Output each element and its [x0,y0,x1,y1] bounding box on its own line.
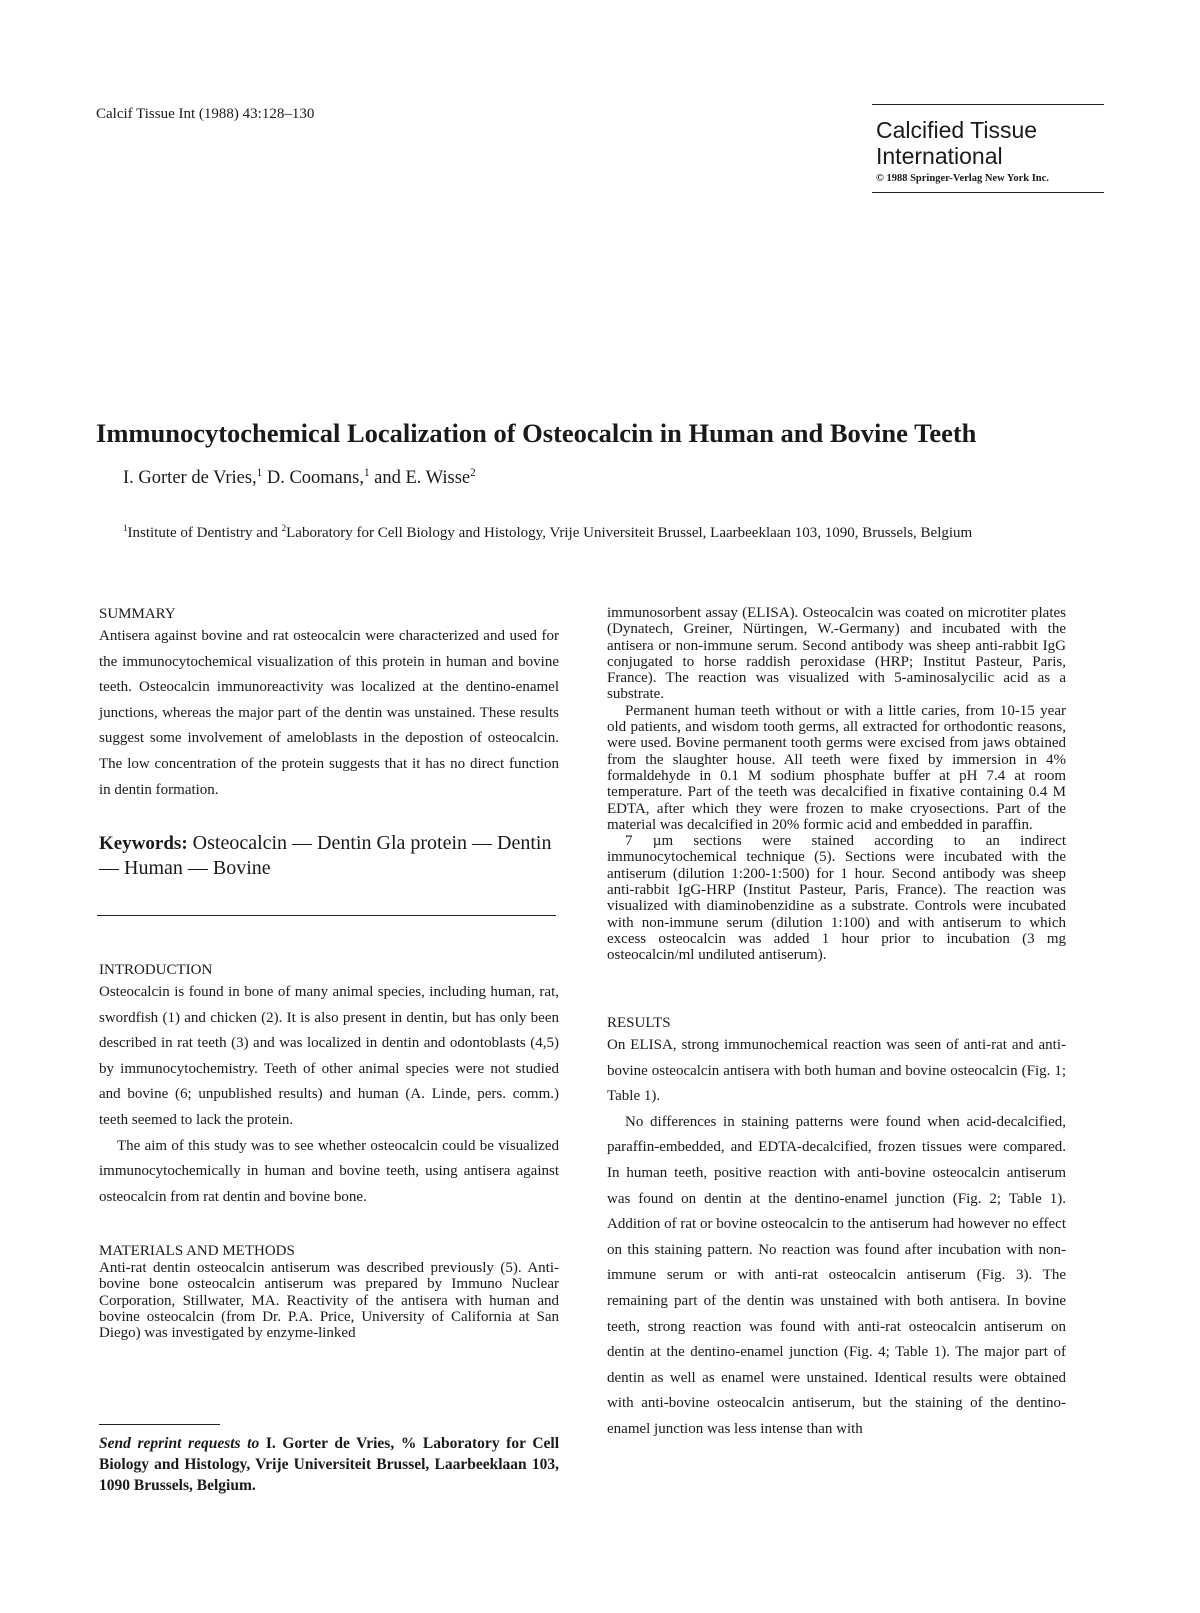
author-sup: 1 [256,467,263,479]
reprint-text: I. Gorter de Vries, % Laboratory for Cell Biology and Histology, Vrije Universiteit Brussel, Laarbeeklaan 103, 1090 Brussels, Belgium. [99,1435,560,1494]
article-title: Immunocytochemical Localization of Osteocalcin in Human and Bovine Teeth [96,418,977,448]
reprint-lead: Send reprint requests to [99,1435,260,1452]
footnote-rule [99,1424,220,1425]
methods-paragraph: immunosorbent assay (ELISA). Osteocalcin was coated on microtiter plates (Dynatech, Greiner, Nürtingen, W.-Germany) and incubated with the antisera or non-immune serum. Second antibody was sheep anti-rabbit IgG conjugated to horse raddish peroxidase (HRP; Institut Pasteur, Paris, France). The reaction was visualized with 5-aminosalycilic acid as a substrate. [607,605,1066,703]
affil-text: Laboratory for Cell Biology and Histology, Vrije Universiteit Brussel, Laarbeeklaan 103, 1090, Brussels, Belgium [286,525,973,541]
author-sup: 1 [363,467,370,479]
authors [123,467,476,489]
methods-paragraph: Anti-rat dentin osteocalcin antiserum was described previously (5). Anti-bovine bone osteocalcin antiserum was prepared by Immuno Nuclear Corporation, Stillwater, MA. Reactivity of the antisera with human and bovine osteocalcin (from Dr. P.A. Price, University of California at San Diego) was investigated by enzyme-linked [99,1260,559,1342]
author-name: D. Coomans, [262,468,364,489]
results-paragraph: No differences in staining patterns were found when acid-decalcified, paraffin-embedded, and EDTA-decalcified, frozen tissues were compared. In human teeth, positive reaction with anti-bovine osteocalcin antiserum was found on dentin at the dentino-enamel junction (Fig. 2; Table 1). Addition of rat or bovine osteocalcin to the antiserum had however no effect on this staining pattern. No reaction was found after incubation with non-immune serum or with anti-rat osteocalcin antiserum (Fig. 3). The remaining part of the dentin was unstained with both antisera. In bovine teeth, strong reaction was found with anti-rat osteocalcin antiserum on dentin at the dentino-enamel junction (Fig. 4; Table 1). The major part of dentin as well as enamel were unstained. Identical results were obtained with anti-bovine osteocalcin antiserum, but the staining of the dentino-enamel junction was less intense than with [607,1113,1066,1437]
author-name: and E. Wisse [369,468,471,489]
copyright: © 1988 Springer-Verlag New York Inc. [876,173,1049,184]
reprint-footnote [99,1433,559,1496]
introduction-section [99,960,559,1210]
affil-sup: 1 [123,523,128,533]
methods-heading: MATERIALS AND METHODS [99,1243,295,1259]
keywords [99,831,559,880]
summary-heading: SUMMARY [99,606,176,622]
affil-text: Institute of Dentistry and [127,525,282,541]
author-sup: 2 [470,467,476,479]
affil-sup: 2 [281,523,287,533]
keywords-label: Keywords: [99,833,188,854]
keywords-text: Osteocalcin — Dentin Gla protein — Dentin — Human — Bovine [99,832,552,879]
intro-paragraph: The aim of this study was to see whether osteocalcin could be visualized immunocytochemically in human and bovine teeth, using antisera against osteocalcin from rat dentin and bovine bone. [99,1137,559,1205]
methods-paragraph: 7 µm sections were stained according to an indirect immunocytochemical technique (5). Sections were incubated with the antiserum (dilution 1:200-1:500) for 1 hour. Second antibody was sheep anti-rabbit IgG-HRP (Institut Pasteur, Paris, France). The reaction was visualized with diaminobenzidine as a substrate. Controls were incubated with non-immune serum (dilution 1:100) and with antiserum to which excess osteocalcin was added 1 hour prior to incubation (3 mg osteocalcin/ml undiluted antiserum). [607,833,1066,964]
introduction-heading: INTRODUCTION [99,962,213,978]
author-name: I. Gorter de Vries, [123,468,257,489]
journal-brand [872,104,1104,193]
journal-name-line1: Calcified Tissue [876,117,1038,143]
intro-paragraph: Osteocalcin is found in bone of many animal species, including human, rat, swordfish (1) and chicken (2). It is also present in dentin, but has only been described in rat teeth (3) and was localized in dentin and odontoblasts (4,5) by immunocytochemistry. Teeth of other animal species were not studied and bovine (6; unpublished results) and human (A. Linde, pers. comm.) teeth seemed to lack the protein. [99,984,559,1128]
methods-continued [607,605,1066,964]
results-paragraph: On ELISA, strong immunochemical reaction was seen of anti-rat and anti-bovine osteocalcin antisera with both human and bovine osteocalcin (Fig. 1; Table 1). [607,1037,1066,1105]
summary-text: Antisera against bovine and rat osteocalcin were characterized and used for the immunocytochemical visualization of this protein in human and bovine teeth. Osteocalcin immunoreactivity was localized at the dentino-enamel junctions, whereas the major part of the dentin was unstained. These results suggest some involvement of ameloblasts in the depostion of osteocalcin. The low concentration of the protein suggests that it has no direct function in dentin formation. [99,628,559,798]
summary-section [99,604,559,803]
methods-paragraph: Permanent human teeth without or with a little caries, from 10-15 year old patients, and wisdom tooth germs, all extracted for orthodontic reasons, were used. Bovine permanent tooth germs were excised from jaws obtained from the slaughter house. All teeth were fixed by immersion in 4% formaldehyde in 0.1 M sodium phosphate buffer at pH 7.4 at room temperature. Part of the teeth was decalcified in fixative containing 0.4 M EDTA, after which they were frozen to make cryosections. Part of the material was decalcified in 20% formic acid and embedded in paraffin. [607,702,1066,833]
results-section [607,1013,1066,1443]
section-divider [97,915,556,916]
journal-reference: Calcif Tissue Int (1988) 43:128–130 [96,106,315,122]
journal-name-line2: International [876,143,1003,169]
affiliations [123,518,1023,544]
results-heading: RESULTS [607,1015,671,1031]
methods-section [99,1243,559,1341]
